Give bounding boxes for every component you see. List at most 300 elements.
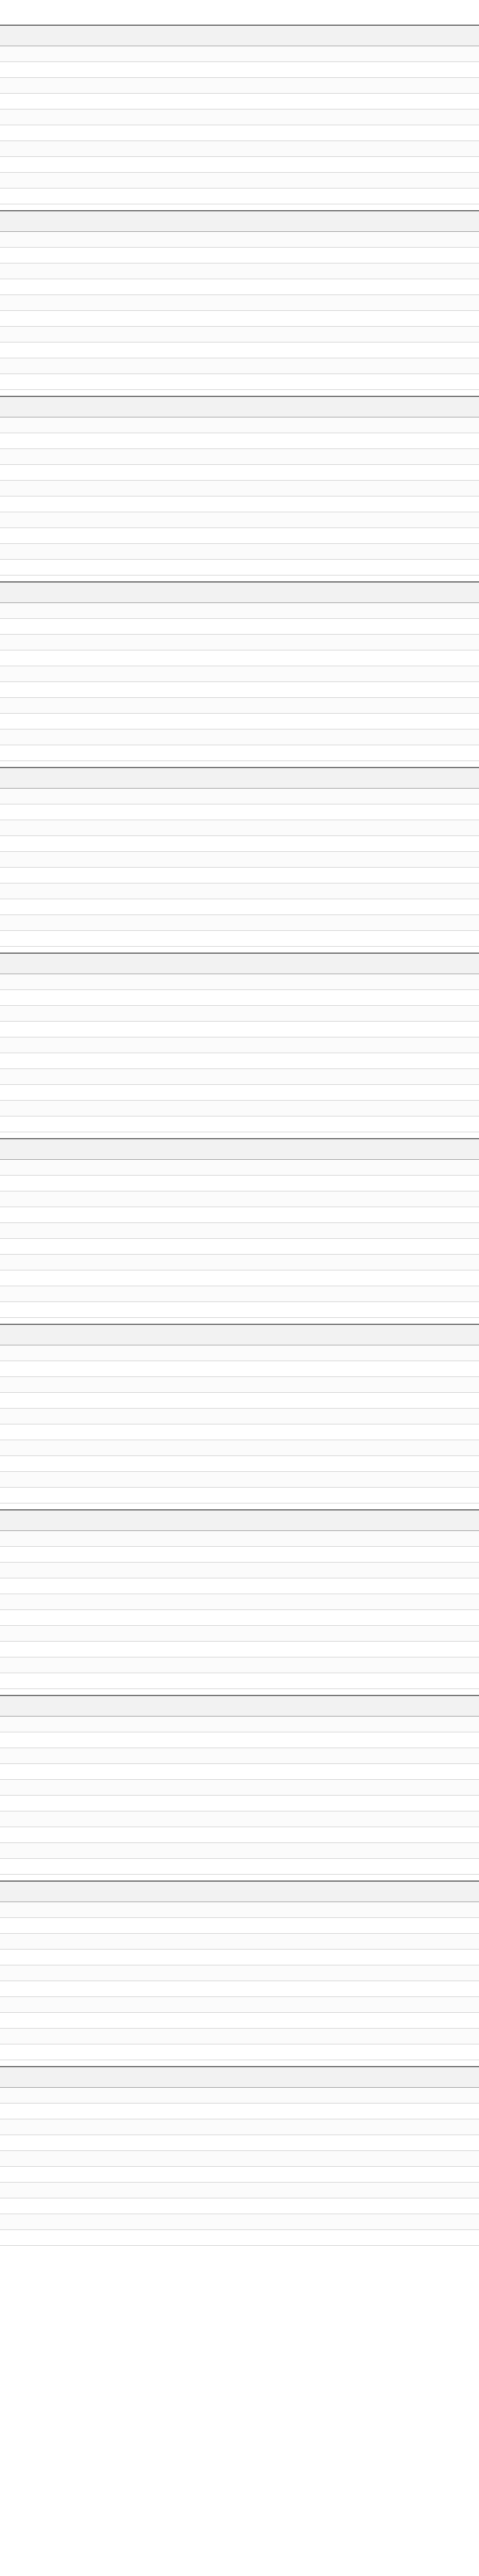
team-cell bbox=[330, 990, 479, 1006]
table-row bbox=[0, 1053, 479, 1069]
rank-cell bbox=[0, 1270, 33, 1286]
results-table bbox=[0, 789, 479, 947]
table-row bbox=[0, 1531, 479, 1547]
team-cell bbox=[330, 852, 479, 868]
table-row bbox=[0, 666, 479, 682]
table-row bbox=[0, 1563, 479, 1578]
rank-cell bbox=[0, 1594, 33, 1610]
table-row bbox=[0, 109, 479, 125]
owner-cell bbox=[182, 1717, 330, 1732]
bird-name-cell bbox=[33, 1255, 182, 1270]
rank-cell bbox=[0, 2198, 33, 2214]
table-row bbox=[0, 189, 479, 204]
table-row bbox=[0, 1101, 479, 1116]
bird-name-cell bbox=[33, 1673, 182, 1689]
table-row bbox=[0, 1361, 479, 1377]
bird-name-cell bbox=[33, 342, 182, 358]
team-cell bbox=[330, 449, 479, 465]
table-row bbox=[0, 1626, 479, 1642]
owner-cell bbox=[182, 1377, 330, 1393]
table-row bbox=[0, 279, 479, 295]
rank-cell bbox=[0, 1827, 33, 1843]
team-cell bbox=[330, 1657, 479, 1673]
team-cell bbox=[330, 836, 479, 852]
team-cell bbox=[330, 528, 479, 544]
rank-cell bbox=[0, 279, 33, 295]
team-cell bbox=[330, 1578, 479, 1594]
rank-cell bbox=[0, 1657, 33, 1673]
table-row bbox=[0, 1302, 479, 1318]
bird-name-cell bbox=[33, 1902, 182, 1918]
table-row bbox=[0, 1239, 479, 1255]
table-row bbox=[0, 1594, 479, 1610]
owner-cell bbox=[182, 820, 330, 836]
bird-name-cell bbox=[33, 109, 182, 125]
team-cell bbox=[330, 820, 479, 836]
bird-name-cell bbox=[33, 2104, 182, 2119]
bird-name-cell bbox=[33, 1393, 182, 1409]
table-row bbox=[0, 1286, 479, 1302]
rank-cell bbox=[0, 1531, 33, 1547]
owner-cell bbox=[182, 311, 330, 327]
table-row bbox=[0, 263, 479, 279]
rank-cell bbox=[0, 1488, 33, 1503]
rank-cell bbox=[0, 1673, 33, 1689]
team-cell bbox=[330, 1827, 479, 1843]
table-row bbox=[0, 1255, 479, 1270]
rank-cell bbox=[0, 1965, 33, 1981]
bird-name-cell bbox=[33, 1176, 182, 1191]
section-title bbox=[0, 1324, 479, 1345]
team-cell bbox=[330, 1764, 479, 1780]
rank-cell bbox=[0, 512, 33, 528]
rank-cell bbox=[0, 1160, 33, 1176]
table-row bbox=[0, 2198, 479, 2214]
bird-name-cell bbox=[33, 1950, 182, 1965]
section-spacer bbox=[0, 2060, 479, 2066]
team-cell bbox=[330, 1440, 479, 1456]
owner-cell bbox=[182, 974, 330, 990]
owner-cell bbox=[182, 1488, 330, 1503]
section-spacer bbox=[0, 1318, 479, 1324]
section-spacer bbox=[0, 761, 479, 767]
team-cell bbox=[330, 1223, 479, 1239]
section-spacer bbox=[0, 1689, 479, 1695]
results-table bbox=[0, 1531, 479, 1689]
team-cell bbox=[330, 745, 479, 761]
team-cell bbox=[330, 1160, 479, 1176]
section-title bbox=[0, 396, 479, 417]
team-cell bbox=[330, 1361, 479, 1377]
owner-cell bbox=[182, 560, 330, 576]
section-title bbox=[0, 581, 479, 603]
owner-cell bbox=[182, 544, 330, 560]
team-cell bbox=[330, 1377, 479, 1393]
table-row bbox=[0, 915, 479, 931]
team-cell bbox=[330, 974, 479, 990]
team-cell bbox=[330, 1037, 479, 1053]
table-row bbox=[0, 358, 479, 374]
bird-name-cell bbox=[33, 1440, 182, 1456]
rank-cell bbox=[0, 1902, 33, 1918]
rank-cell bbox=[0, 481, 33, 496]
results-table bbox=[0, 1345, 479, 1503]
owner-cell bbox=[182, 1409, 330, 1424]
bird-name-cell bbox=[33, 481, 182, 496]
bird-name-cell bbox=[33, 1531, 182, 1547]
owner-cell bbox=[182, 1456, 330, 1472]
team-cell bbox=[330, 1191, 479, 1207]
rank-cell bbox=[0, 1255, 33, 1270]
table-row bbox=[0, 2230, 479, 2246]
table-row bbox=[0, 232, 479, 248]
owner-cell bbox=[182, 449, 330, 465]
team-cell bbox=[330, 1918, 479, 1934]
owner-cell bbox=[182, 327, 330, 342]
rank-cell bbox=[0, 46, 33, 62]
bird-name-cell bbox=[33, 2183, 182, 2198]
bird-name-cell bbox=[33, 449, 182, 465]
rank-cell bbox=[0, 327, 33, 342]
team-cell bbox=[330, 1270, 479, 1286]
team-cell bbox=[330, 804, 479, 820]
bird-name-cell bbox=[33, 1918, 182, 1934]
table-row bbox=[0, 1732, 479, 1748]
rank-cell bbox=[0, 544, 33, 560]
team-cell bbox=[330, 603, 479, 619]
bird-name-cell bbox=[33, 1101, 182, 1116]
team-cell bbox=[330, 1022, 479, 1037]
team-cell bbox=[330, 125, 479, 141]
bird-name-cell bbox=[33, 2151, 182, 2167]
rank-cell bbox=[0, 449, 33, 465]
owner-cell bbox=[182, 868, 330, 883]
table-row bbox=[0, 836, 479, 852]
bird-name-cell bbox=[33, 1997, 182, 2013]
bird-name-cell bbox=[33, 1578, 182, 1594]
rank-cell bbox=[0, 990, 33, 1006]
bird-name-cell bbox=[33, 1732, 182, 1748]
team-cell bbox=[330, 481, 479, 496]
team-cell bbox=[330, 173, 479, 189]
owner-cell bbox=[182, 528, 330, 544]
results-table bbox=[0, 46, 479, 204]
table-row bbox=[0, 512, 479, 528]
rank-cell bbox=[0, 1069, 33, 1085]
team-cell bbox=[330, 512, 479, 528]
bird-name-cell bbox=[33, 433, 182, 449]
table-row bbox=[0, 1191, 479, 1207]
owner-cell bbox=[182, 157, 330, 173]
table-row bbox=[0, 899, 479, 915]
bird-name-cell bbox=[33, 496, 182, 512]
table-row bbox=[0, 78, 479, 94]
table-row bbox=[0, 496, 479, 512]
owner-cell bbox=[182, 852, 330, 868]
team-cell bbox=[330, 1531, 479, 1547]
table-row bbox=[0, 868, 479, 883]
team-cell bbox=[330, 2230, 479, 2246]
team-cell bbox=[330, 1085, 479, 1101]
owner-cell bbox=[182, 1239, 330, 1255]
rank-cell bbox=[0, 1409, 33, 1424]
table-row bbox=[0, 1223, 479, 1239]
owner-cell bbox=[182, 279, 330, 295]
table-row bbox=[0, 1440, 479, 1456]
owner-cell bbox=[182, 1547, 330, 1563]
bird-name-cell bbox=[33, 2167, 182, 2183]
section-spacer bbox=[0, 204, 479, 210]
team-cell bbox=[330, 1472, 479, 1488]
table-row bbox=[0, 2088, 479, 2104]
table-row bbox=[0, 248, 479, 263]
rank-cell bbox=[0, 1440, 33, 1456]
owner-cell bbox=[182, 2183, 330, 2198]
owner-cell bbox=[182, 1902, 330, 1918]
rank-cell bbox=[0, 603, 33, 619]
team-cell bbox=[330, 2044, 479, 2060]
rank-cell bbox=[0, 1642, 33, 1657]
rank-cell bbox=[0, 1223, 33, 1239]
section bbox=[0, 1138, 479, 1324]
rank-cell bbox=[0, 789, 33, 804]
team-cell bbox=[330, 560, 479, 576]
table-row bbox=[0, 1022, 479, 1037]
team-cell bbox=[330, 714, 479, 729]
rank-cell bbox=[0, 1934, 33, 1950]
bird-name-cell bbox=[33, 2198, 182, 2214]
table-row bbox=[0, 714, 479, 729]
team-cell bbox=[330, 1732, 479, 1748]
team-cell bbox=[330, 899, 479, 915]
owner-cell bbox=[182, 899, 330, 915]
table-row bbox=[0, 698, 479, 714]
team-cell bbox=[330, 1642, 479, 1657]
table-row bbox=[0, 1085, 479, 1101]
table-row bbox=[0, 1207, 479, 1223]
table-row bbox=[0, 1748, 479, 1764]
bird-name-cell bbox=[33, 327, 182, 342]
table-row bbox=[0, 1610, 479, 1626]
bird-name-cell bbox=[33, 852, 182, 868]
rank-cell bbox=[0, 1345, 33, 1361]
table-row bbox=[0, 1934, 479, 1950]
bird-name-cell bbox=[33, 1811, 182, 1827]
rank-cell bbox=[0, 1424, 33, 1440]
table-row bbox=[0, 820, 479, 836]
rank-cell bbox=[0, 1578, 33, 1594]
bird-name-cell bbox=[33, 62, 182, 78]
owner-cell bbox=[182, 1843, 330, 1859]
table-row bbox=[0, 804, 479, 820]
team-cell bbox=[330, 311, 479, 327]
rank-cell bbox=[0, 1101, 33, 1116]
team-cell bbox=[330, 2198, 479, 2214]
rank-cell bbox=[0, 1859, 33, 1875]
owner-cell bbox=[182, 125, 330, 141]
bird-name-cell bbox=[33, 1207, 182, 1223]
team-cell bbox=[330, 1811, 479, 1827]
owner-cell bbox=[182, 1673, 330, 1689]
team-cell bbox=[330, 1902, 479, 1918]
rank-cell bbox=[0, 1717, 33, 1732]
team-cell bbox=[330, 1393, 479, 1409]
rank-cell bbox=[0, 1286, 33, 1302]
bird-name-cell bbox=[33, 1160, 182, 1176]
rank-cell bbox=[0, 1997, 33, 2013]
bird-name-cell bbox=[33, 1626, 182, 1642]
rank-cell bbox=[0, 1732, 33, 1748]
rank-cell bbox=[0, 465, 33, 481]
section bbox=[0, 2066, 479, 2252]
bird-name-cell bbox=[33, 295, 182, 311]
bird-name-cell bbox=[33, 868, 182, 883]
rank-cell bbox=[0, 1191, 33, 1207]
bird-name-cell bbox=[33, 1610, 182, 1626]
table-row bbox=[0, 2029, 479, 2044]
table-row bbox=[0, 1657, 479, 1673]
team-cell bbox=[330, 1950, 479, 1965]
table-row bbox=[0, 1456, 479, 1472]
table-row bbox=[0, 327, 479, 342]
bird-name-cell bbox=[33, 1547, 182, 1563]
table-row bbox=[0, 2013, 479, 2029]
rank-cell bbox=[0, 682, 33, 698]
bird-name-cell bbox=[33, 1361, 182, 1377]
team-cell bbox=[330, 1594, 479, 1610]
rank-cell bbox=[0, 2044, 33, 2060]
table-row bbox=[0, 560, 479, 576]
table-row bbox=[0, 1393, 479, 1409]
table-row bbox=[0, 729, 479, 745]
table-row bbox=[0, 1642, 479, 1657]
owner-cell bbox=[182, 295, 330, 311]
rank-cell bbox=[0, 141, 33, 157]
team-cell bbox=[330, 2088, 479, 2104]
owner-cell bbox=[182, 1085, 330, 1101]
team-cell bbox=[330, 1748, 479, 1764]
table-row bbox=[0, 1859, 479, 1875]
bird-name-cell bbox=[33, 2119, 182, 2135]
team-cell bbox=[330, 1006, 479, 1022]
owner-cell bbox=[182, 1965, 330, 1981]
bird-name-cell bbox=[33, 1488, 182, 1503]
rank-cell bbox=[0, 1456, 33, 1472]
table-row bbox=[0, 2135, 479, 2151]
rank-cell bbox=[0, 2167, 33, 2183]
team-cell bbox=[330, 433, 479, 449]
team-cell bbox=[330, 1934, 479, 1950]
owner-cell bbox=[182, 481, 330, 496]
bird-name-cell bbox=[33, 883, 182, 899]
table-row bbox=[0, 635, 479, 650]
rank-cell bbox=[0, 974, 33, 990]
table-row bbox=[0, 528, 479, 544]
owner-cell bbox=[182, 1223, 330, 1239]
table-row bbox=[0, 1965, 479, 1981]
owner-cell bbox=[182, 109, 330, 125]
rank-cell bbox=[0, 2151, 33, 2167]
owner-cell bbox=[182, 232, 330, 248]
team-cell bbox=[330, 1547, 479, 1563]
owner-cell bbox=[182, 46, 330, 62]
rank-cell bbox=[0, 1361, 33, 1377]
owner-cell bbox=[182, 635, 330, 650]
table-row bbox=[0, 1997, 479, 2013]
bird-name-cell bbox=[33, 1345, 182, 1361]
rank-cell bbox=[0, 1085, 33, 1101]
section-spacer bbox=[0, 390, 479, 396]
bird-name-cell bbox=[33, 46, 182, 62]
rank-cell bbox=[0, 248, 33, 263]
owner-cell bbox=[182, 729, 330, 745]
rank-cell bbox=[0, 915, 33, 931]
bird-name-cell bbox=[33, 1981, 182, 1997]
bird-name-cell bbox=[33, 279, 182, 295]
team-cell bbox=[330, 1981, 479, 1997]
table-row bbox=[0, 173, 479, 189]
table-row bbox=[0, 94, 479, 109]
rank-cell bbox=[0, 2088, 33, 2104]
owner-cell bbox=[182, 1780, 330, 1796]
owner-cell bbox=[182, 433, 330, 449]
results-table bbox=[0, 2088, 479, 2246]
owner-cell bbox=[182, 1440, 330, 1456]
bird-name-cell bbox=[33, 1223, 182, 1239]
team-cell bbox=[330, 1717, 479, 1732]
table-row bbox=[0, 931, 479, 947]
owner-cell bbox=[182, 990, 330, 1006]
team-cell bbox=[330, 465, 479, 481]
rank-cell bbox=[0, 94, 33, 109]
owner-cell bbox=[182, 1918, 330, 1934]
table-row bbox=[0, 433, 479, 449]
section-spacer bbox=[0, 1503, 479, 1509]
owner-cell bbox=[182, 2119, 330, 2135]
owner-cell bbox=[182, 714, 330, 729]
team-cell bbox=[330, 635, 479, 650]
bird-name-cell bbox=[33, 465, 182, 481]
owner-cell bbox=[182, 465, 330, 481]
table-row bbox=[0, 974, 479, 990]
section bbox=[0, 210, 479, 396]
team-cell bbox=[330, 496, 479, 512]
rank-cell bbox=[0, 2230, 33, 2246]
rank-cell bbox=[0, 560, 33, 576]
table-row bbox=[0, 544, 479, 560]
bird-name-cell bbox=[33, 836, 182, 852]
team-cell bbox=[330, 666, 479, 682]
rank-cell bbox=[0, 820, 33, 836]
team-cell bbox=[330, 1302, 479, 1318]
table-row bbox=[0, 745, 479, 761]
table-row bbox=[0, 1424, 479, 1440]
table-row bbox=[0, 1950, 479, 1965]
owner-cell bbox=[182, 2088, 330, 2104]
rank-cell bbox=[0, 78, 33, 94]
rank-cell bbox=[0, 358, 33, 374]
rank-cell bbox=[0, 1981, 33, 1997]
owner-cell bbox=[182, 2167, 330, 2183]
bird-name-cell bbox=[33, 1302, 182, 1318]
table-row bbox=[0, 1673, 479, 1689]
team-cell bbox=[330, 295, 479, 311]
table-row bbox=[0, 481, 479, 496]
rank-cell bbox=[0, 1843, 33, 1859]
results-table bbox=[0, 603, 479, 761]
bird-name-cell bbox=[33, 1191, 182, 1207]
owner-cell bbox=[182, 78, 330, 94]
